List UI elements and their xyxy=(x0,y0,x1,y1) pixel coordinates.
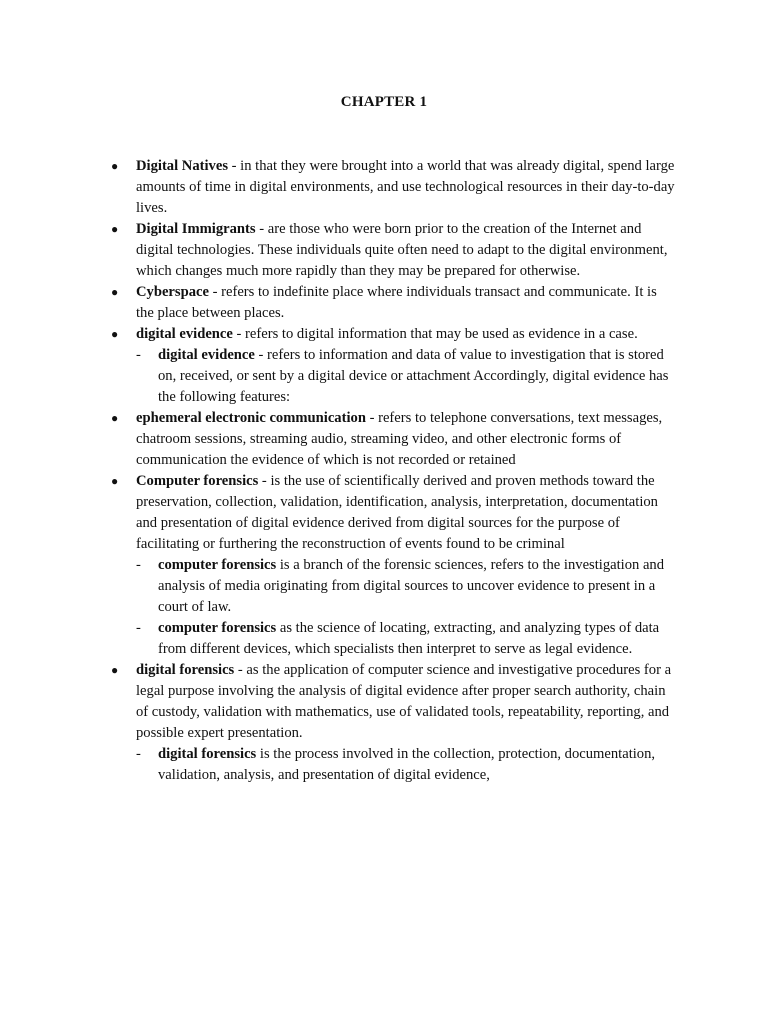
list-item-digital-natives xyxy=(109,156,677,219)
sub-item-digital-forensics-process xyxy=(109,744,677,786)
definition-text: is the process involved in the collection, protection, documentation, validation, analysis, and presentation of digital evidence, xyxy=(158,746,656,783)
dash-icon: - xyxy=(136,347,141,363)
dash-icon: - xyxy=(136,557,141,573)
dash-icon: - xyxy=(136,620,141,636)
list-item-digital-forensics xyxy=(109,660,677,744)
term-label: Cyberspace xyxy=(136,284,209,300)
sub-item-digital-evidence xyxy=(109,345,677,408)
term-label: Computer forensics xyxy=(136,473,259,489)
definition-text: - as the application of computer science and investigative procedures for a legal purpose involving the analysis of digital evidence after proper search authority, chain of custody, validation with mathematics, use of validated tools, repeatability, reporting, and possible expert presentation. xyxy=(136,662,672,741)
sub-item-computer-forensics-science xyxy=(109,618,677,660)
term-label: digital forensics xyxy=(136,662,235,678)
term-label: digital forensics xyxy=(158,746,257,762)
term-label: computer forensics xyxy=(158,557,277,573)
bullet-icon: ● xyxy=(111,474,119,488)
bullet-icon: ● xyxy=(111,222,119,236)
sub-item-computer-forensics-branch xyxy=(109,555,677,618)
bullet-icon: ● xyxy=(111,285,119,299)
bullet-icon: ● xyxy=(111,159,119,173)
definitions-list xyxy=(109,156,677,786)
definition-text: - is the use of scientifically derived and proven methods toward the preservation, collection, validation, identification, analysis, interpretation, documentation and presentation of digital evidence derived from digital sources for the purpose of facilitating or furthering the reconstruction of events found to be criminal xyxy=(136,473,658,552)
term-label: Digital Immigrants xyxy=(136,221,256,237)
list-item-computer-forensics xyxy=(109,471,677,555)
definition-text: - in that they were brought into a world that was already digital, spend large amounts of time in digital environments, and use technological resources in their day-to-day lives. xyxy=(136,158,675,216)
term-label: ephemeral electronic communication xyxy=(136,410,366,426)
definition-text: - refers to indefinite place where individuals transact and communicate. It is the place between places. xyxy=(136,284,657,321)
definition-text: - refers to telephone conversations, text messages, chatroom sessions, streaming audio, streaming video, and other electronic forms of communication the evidence of which is not recorded or retained xyxy=(136,410,663,468)
term-label: digital evidence xyxy=(158,347,255,363)
list-item-digital-immigrants xyxy=(109,219,677,282)
definition-text: as the science of locating, extracting, and analyzing types of data from different devices, which specialists then interpret to serve as legal evidence. xyxy=(158,620,660,657)
definition-text: is a branch of the forensic sciences, refers to the investigation and analysis of media originating from digital sources to uncover evidence to present in a court of law. xyxy=(158,557,665,615)
definition-text: - refers to digital information that may be used as evidence in a case. xyxy=(232,326,638,342)
bullet-icon: ● xyxy=(111,327,119,341)
dash-icon: - xyxy=(136,746,141,762)
list-item-digital-evidence xyxy=(109,324,677,345)
chapter-title: CHAPTER 1 xyxy=(340,94,428,110)
bullet-icon: ● xyxy=(111,663,119,677)
list-item-ephemeral-communication xyxy=(109,408,677,471)
bullet-icon: ● xyxy=(111,411,119,425)
term-label: digital evidence xyxy=(136,326,233,342)
definition-text: - refers to information and data of value to investigation that is stored on, received, or sent by a digital device or attachment Accordingly, digital evidence has the following features: xyxy=(158,347,669,405)
list-item-cyberspace xyxy=(109,282,677,324)
definition-text: - are those who were born prior to the creation of the Internet and digital technologies. These individuals quite often need to adapt to the digital environment, which changes much more rapidly than they may be prepared for otherwise. xyxy=(136,221,668,279)
term-label: Digital Natives xyxy=(136,158,229,174)
term-label: computer forensics xyxy=(158,620,277,636)
